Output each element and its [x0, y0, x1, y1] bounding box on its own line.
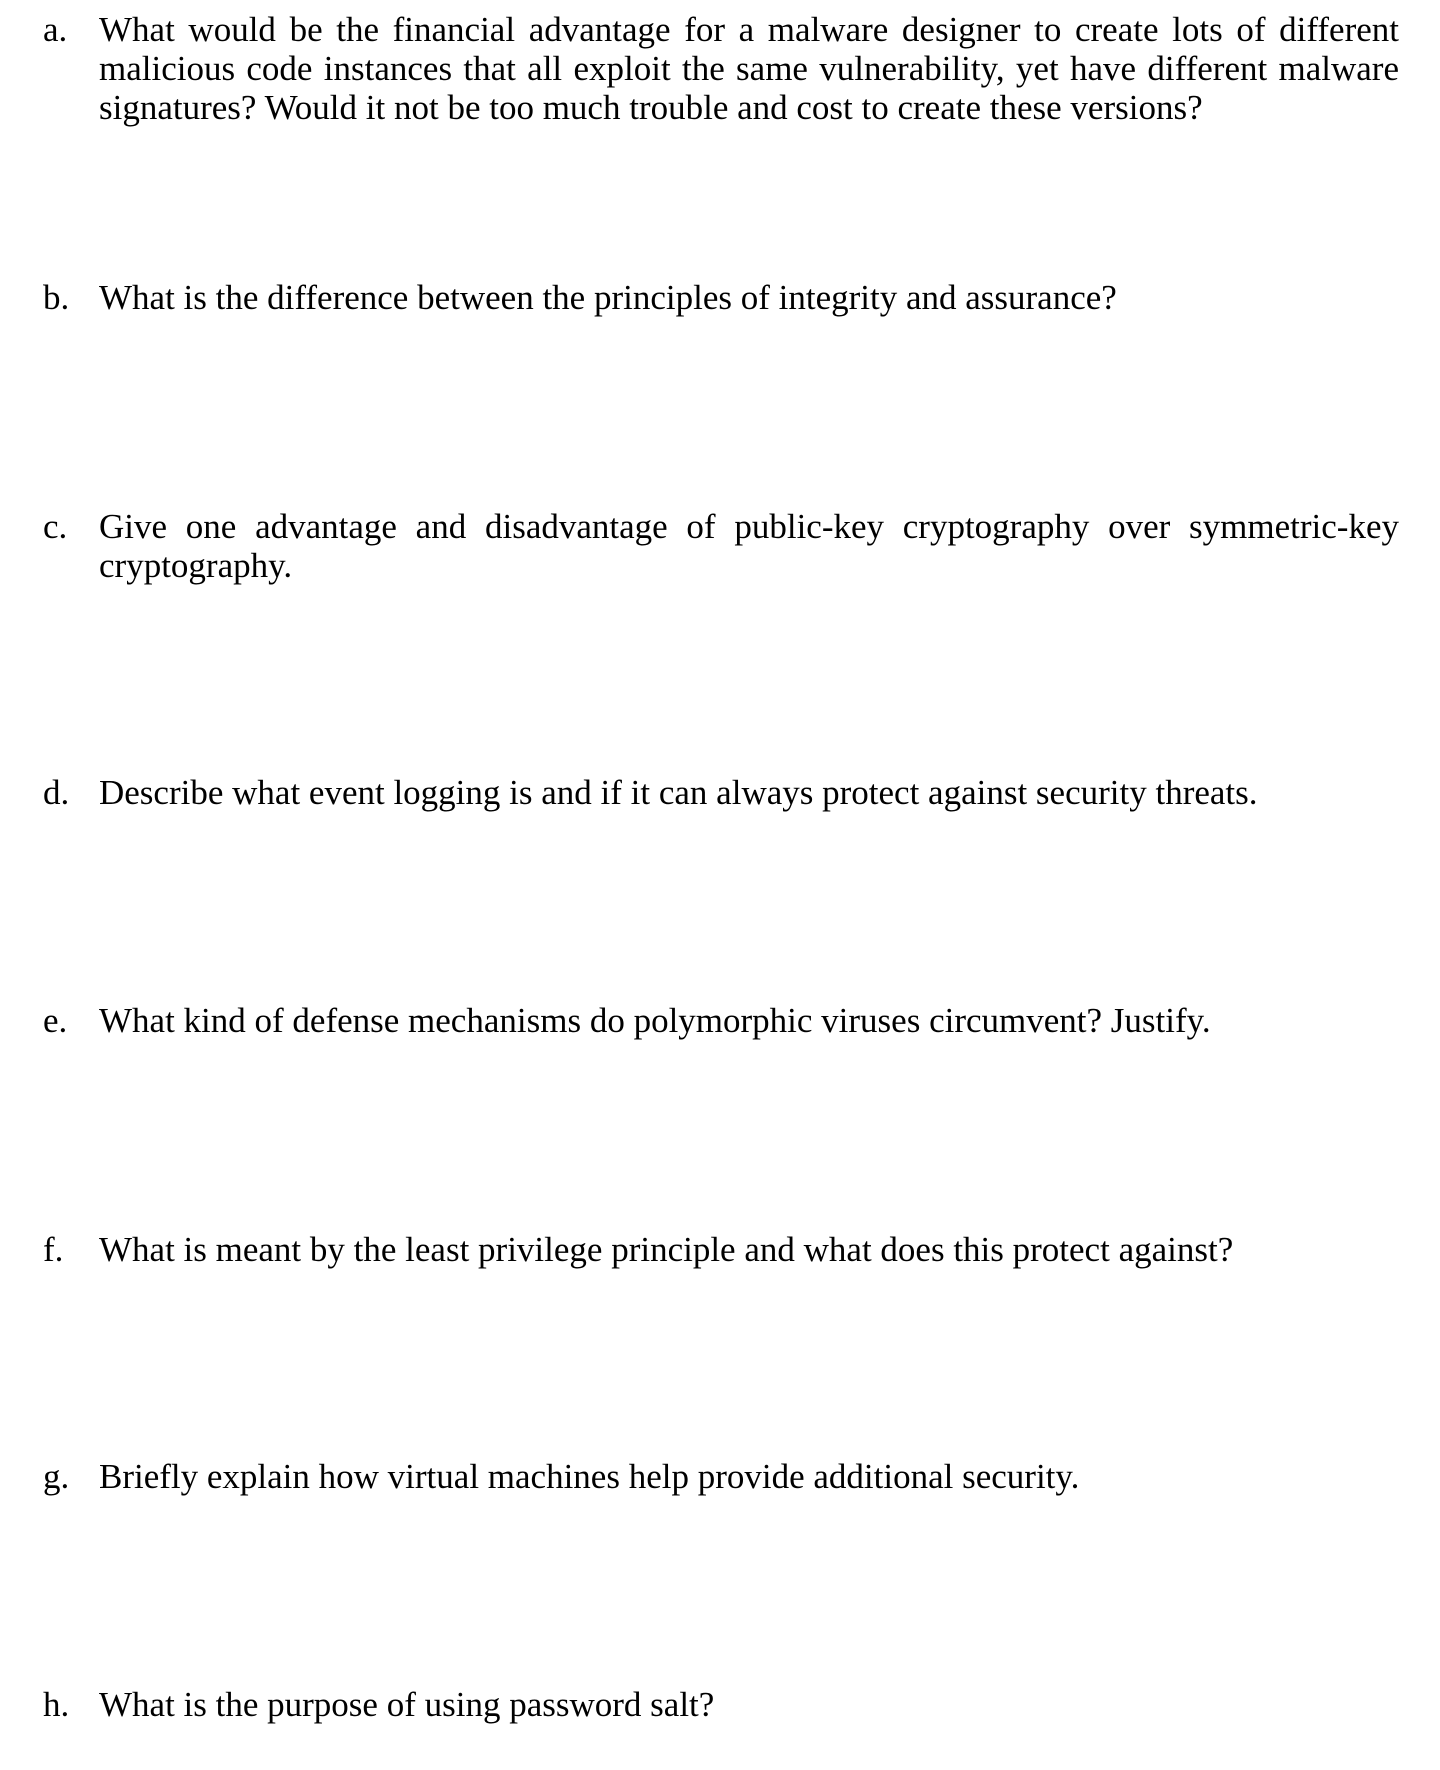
question-label: a. — [43, 10, 68, 49]
question-text: What kind of defense mechanisms do polymorphic viruses circumvent? Justify. — [99, 1001, 1211, 1040]
question-text: Describe what event logging is and if it can always protect against security threats. — [99, 773, 1258, 812]
question-label: e. — [43, 1001, 68, 1040]
question-text: What is meant by the least privilege principle and what does this protect against? — [99, 1230, 1234, 1269]
question-text: What would be the financial advantage for a malware designer to create lots of different malicious code instances that all exploit the same vulnerability, yet have different malware signatures? Would it not be too much trouble and cost to create these versions? — [99, 10, 1399, 127]
question-text: What is the purpose of using password salt? — [99, 1685, 715, 1724]
question-text: What is the difference between the principles of integrity and assurance? — [99, 278, 1117, 317]
question-label: f. — [43, 1230, 64, 1269]
question-label: c. — [43, 507, 68, 546]
question-text: Briefly explain how virtual machines help provide additional security. — [99, 1457, 1080, 1496]
question-text: Give one advantage and disadvantage of public-key cryptography over symmetric-key cryptography. — [99, 507, 1399, 585]
question-label: g. — [43, 1457, 70, 1496]
question-label: b. — [43, 278, 70, 317]
question-label: d. — [43, 773, 70, 812]
question-label: h. — [43, 1685, 70, 1724]
